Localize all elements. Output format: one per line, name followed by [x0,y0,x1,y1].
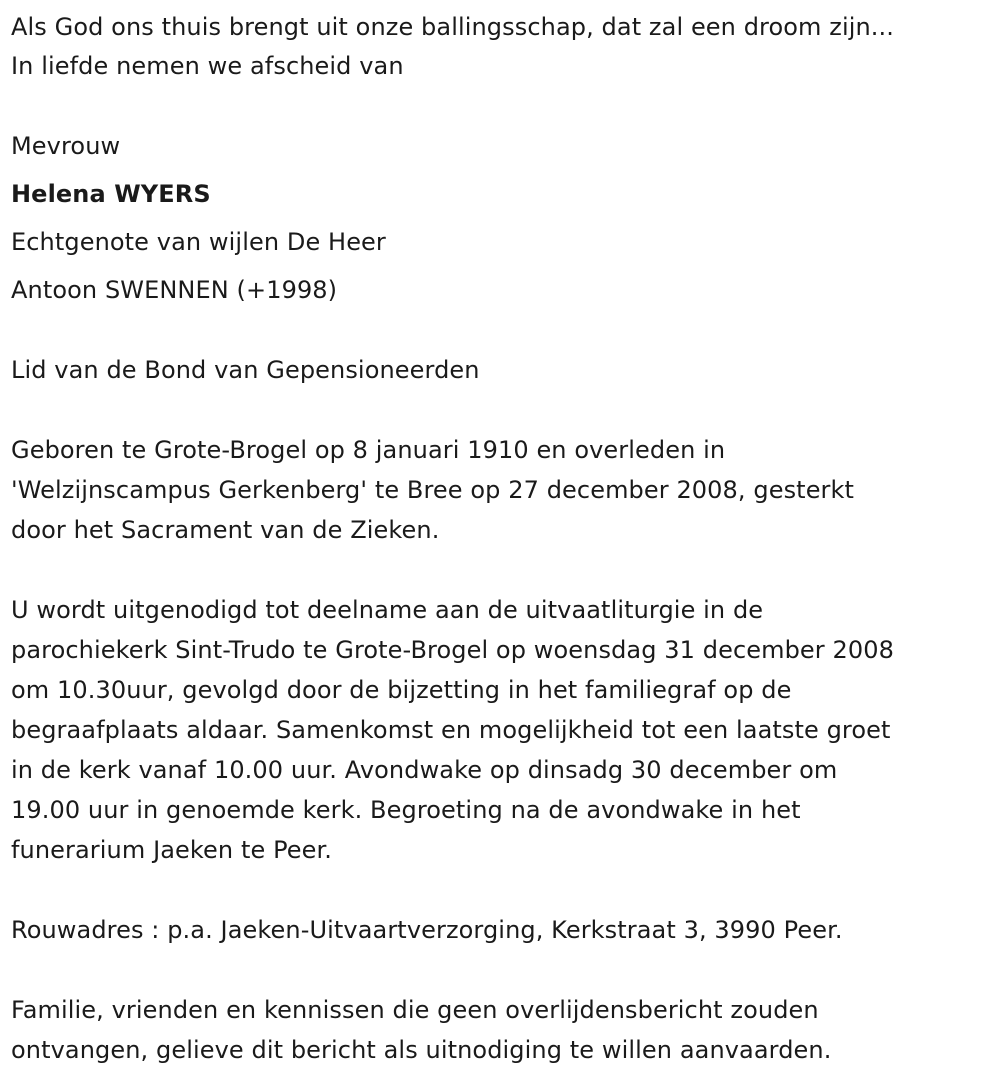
invitation-line-7: funerarium Jaeken te Peer. [11,836,333,864]
intro-line-1: Als God ons thuis brengt uit onze ballingsschap, dat zal een droom zijn... [11,13,894,41]
closing-line-1: Familie, vrienden en kennissen die geen overlijdensbericht zouden [11,996,819,1024]
salutation: Mevrouw [11,132,121,160]
membership: Lid van de Bond van Gepensioneerden [11,356,480,384]
intro-line-2: In liefde nemen we afscheid van [11,52,404,80]
spouse-line-1: Echtgenote van wijlen De Heer [11,228,386,256]
spouse-line-2: Antoon SWENNEN (+1998) [11,276,338,304]
mourning-address: Rouwadres : p.a. Jaeken-Uitvaartverzorging, Kerkstraat 3, 3990 Peer. [11,916,843,944]
birth-death-line-1: Geboren te Grote-Brogel op 8 januari 1910 en overleden in [11,436,726,464]
birth-death-line-3: door het Sacrament van de Zieken. [11,516,440,544]
birth-death-line-2: 'Welzijnscampus Gerkenberg' te Bree op 27 december 2008, gesterkt [11,476,855,504]
closing-line-2: ontvangen, gelieve dit bericht als uitnodiging te willen aanvaarden. [11,1036,832,1064]
invitation-line-6: 19.00 uur in genoemde kerk. Begroeting na de avondwake in het [11,796,801,824]
invitation-line-2: parochiekerk Sint-Trudo te Grote-Brogel op woensdag 31 december 2008 [11,636,894,664]
deceased-name: Helena WYERS [11,180,211,208]
invitation-line-3: om 10.30uur, gevolgd door de bijzetting in het familiegraf op de [11,676,792,704]
invitation-line-1: U wordt uitgenodigd tot deelname aan de uitvaatliturgie in de [11,596,764,624]
invitation-line-4: begraafplaats aldaar. Samenkomst en mogelijkheid tot een laatste groet [11,716,891,744]
invitation-line-5: in de kerk vanaf 10.00 uur. Avondwake op dinsadg 30 december om [11,756,838,784]
